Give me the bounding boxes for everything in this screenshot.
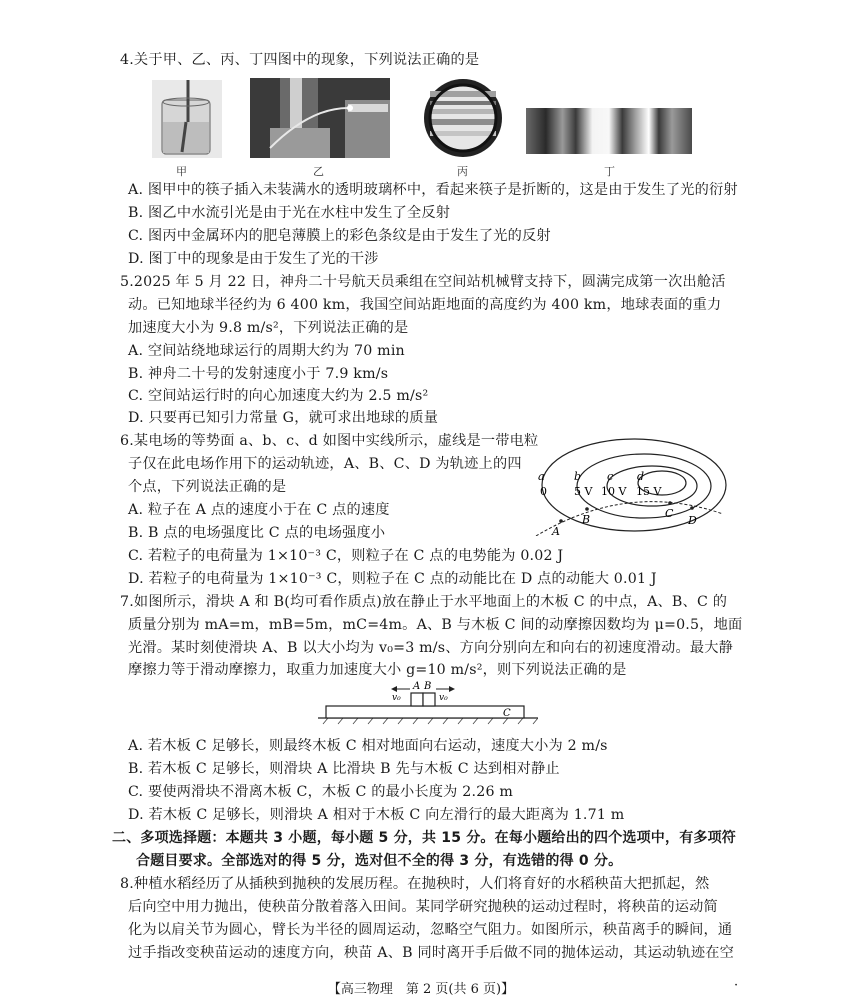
q5-option-d: D. 只要再已知引力常量 G，就可求出地球的质量 <box>128 410 439 426</box>
surface-value-b: 5 V <box>574 485 593 498</box>
surface-label-b: b <box>574 470 582 483</box>
fringe-pattern-image <box>526 108 692 154</box>
block-label-a: A <box>413 681 421 692</box>
q6-option-b: B. B 点的电场强度比 C 点的电场强度小 <box>128 525 386 541</box>
q5-stem-line-1: 5.2025 年 5 月 22 日，神舟二十号航天员乘组在空间站机械臂支持下，圆满完成第一次出舱活 <box>120 274 726 290</box>
q5-option-a: A. 空间站绕地球运行的周期大约为 70 min <box>128 343 405 359</box>
surface-value-a: 0 <box>540 485 547 498</box>
corner-mark: · <box>734 978 739 993</box>
caption-bing: 丙 <box>457 165 468 178</box>
point-label-c: C <box>665 507 674 520</box>
surface-value-c: 10 V <box>601 485 627 498</box>
q7-stem-line-4: 摩擦力等于滑动摩擦力，取重力加速度大小 g=10 m/s²，则下列说法正确的是 <box>128 662 627 678</box>
velocity-label-right: v₀ <box>439 693 448 703</box>
equipotential-diagram <box>528 436 728 536</box>
photo-jia <box>152 80 222 158</box>
q7-option-b: B. 若木板 C 足够长，则滑块 A 比滑块 B 先与木板 C 达到相对静止 <box>128 761 560 777</box>
page-footer: 【高三物理 第 2 页(共 6 页)】 <box>327 982 515 997</box>
photo-bing <box>421 77 505 159</box>
q6-option-c: C. 若粒子的电荷量为 1×10⁻³ C，则粒子在 C 点的电势能为 0.02 J <box>128 548 564 564</box>
water-light-guide-image <box>250 78 390 158</box>
photo-yi <box>250 78 390 158</box>
q8-stem-line-2: 后向空中用力抛出，使秧苗分散着落入田间。某同学研究抛秧的运动过程时，将秧苗的运动简 <box>128 899 718 915</box>
q4-option-b: B. 图乙中水流引光是由于光在水柱中发生了全反射 <box>128 205 451 221</box>
q5-stem-line-2: 动。已知地球半径约为 6 400 km，我国空间站距地面的高度约为 400 km，地球表面的重力 <box>128 297 722 313</box>
q6-stem-line-1: 6.某电场的等势面 a、b、c、d 如图中实线所示，虚线是一带电粒 <box>120 433 539 449</box>
q6-option-a: A. 粒子在 A 点的速度小于在 C 点的速度 <box>128 502 390 518</box>
q8-stem-line-3: 化为以肩关节为圆心，臂长为半径的圆周运动，忽略空气阻力。如图所示，秧苗离手的瞬间，通 <box>128 922 733 938</box>
caption-ding: 丁 <box>604 165 615 178</box>
caption-yi: 乙 <box>313 165 324 178</box>
block-label-b: B <box>424 681 432 692</box>
point-label-b: B <box>582 513 591 526</box>
q6-option-d: D. 若粒子的电荷量为 1×10⁻³ C，则粒子在 C 点的动能比在 D 点的动能大 0.01 J <box>128 571 657 587</box>
caption-jia: 甲 <box>176 165 187 178</box>
q8-stem-line-1: 8.种植水稻经历了从插秧到抛秧的发展历程。在抛秧时，人们将育好的水稻秧苗大把抓起，然 <box>120 876 710 892</box>
q4-option-d: D. 图丁中的现象是由于发生了光的干涉 <box>128 251 379 267</box>
point-label-d: D <box>688 514 697 527</box>
q8-stem-line-4: 过手指改变秧苗运动的速度方向，秧苗 A、B 同时离开手后做不同的抛体运动，其运动轨迹在空 <box>128 945 734 961</box>
surface-label-d: d <box>637 470 645 483</box>
q7-stem-line-1: 7.如图所示，滑块 A 和 B(均可看作质点)放在静止于水平地面上的木板 C 的中点，A、B、C 的 <box>120 594 728 610</box>
q7-stem-line-2: 质量分别为 mA=m，mB=5m，mC=4m。A、B 与木板 C 间的动摩擦因数均为 μ=0.5，地面 <box>128 617 743 633</box>
velocity-label-left: v₀ <box>392 693 401 703</box>
q7-option-d: D. 若木板 C 足够长，则滑块 A 相对于木板 C 向左滑行的最大距离为 1.71 m <box>128 807 625 823</box>
q4-stem: 4.关于甲、乙、丙、丁四图中的现象，下列说法正确的是 <box>120 52 480 68</box>
q7-option-c: C. 要使两滑块不滑离木板 C，木板 C 的最小长度为 2.26 m <box>128 784 514 800</box>
soap-film-ring-image <box>421 77 505 159</box>
point-label-a: A <box>552 525 560 536</box>
board-blocks-diagram <box>318 680 538 728</box>
q7-option-a: A. 若木板 C 足够长，则最终木板 C 相对地面向右运动，速度大小为 2 m/s <box>128 738 608 754</box>
q6-stem-line-3: 个点，下列说法正确的是 <box>128 479 287 495</box>
photo-ding <box>526 108 692 154</box>
surface-label-c: c <box>607 470 614 483</box>
section2-heading-line-2: 合题目要求。全部选对的得 5 分，选对但不全的得 3 分，有选错的得 0 分。 <box>136 853 623 869</box>
q5-option-c: C. 空间站运行时的向心加速度大约为 2.5 m/s² <box>128 388 429 404</box>
surface-label-a: a <box>538 470 545 483</box>
section2-heading-line-1: 二、多项选择题：本题共 3 小题，每小题 5 分，共 15 分。在每小题给出的四个选项中，有多项符 <box>112 830 737 846</box>
board-label-c: C <box>503 708 511 719</box>
q5-option-b: B. 神舟二十号的发射速度小于 7.9 km/s <box>128 366 389 382</box>
q6-stem-line-2: 子仅在此电场作用下的运动轨迹，A、B、C、D 为轨迹上的四 <box>128 456 522 472</box>
glass-chopstick-image <box>152 80 222 158</box>
q5-stem-line-3: 加速度大小为 9.8 m/s²，下列说法正确的是 <box>128 320 409 336</box>
q4-option-c: C. 图丙中金属环内的肥皂薄膜上的彩色条纹是由于发生了光的反射 <box>128 228 551 244</box>
surface-value-d: 15 V <box>636 485 662 498</box>
q4-option-a: A. 图甲中的筷子插入未装满水的透明玻璃杯中，看起来筷子是折断的，这是由于发生了光的衍射 <box>128 182 738 198</box>
q7-stem-line-3: 光滑。某时刻使滑块 A、B 以大小均为 v₀=3 m/s、方向分别向左和向右的初速度滑动。最大静 <box>128 640 734 656</box>
